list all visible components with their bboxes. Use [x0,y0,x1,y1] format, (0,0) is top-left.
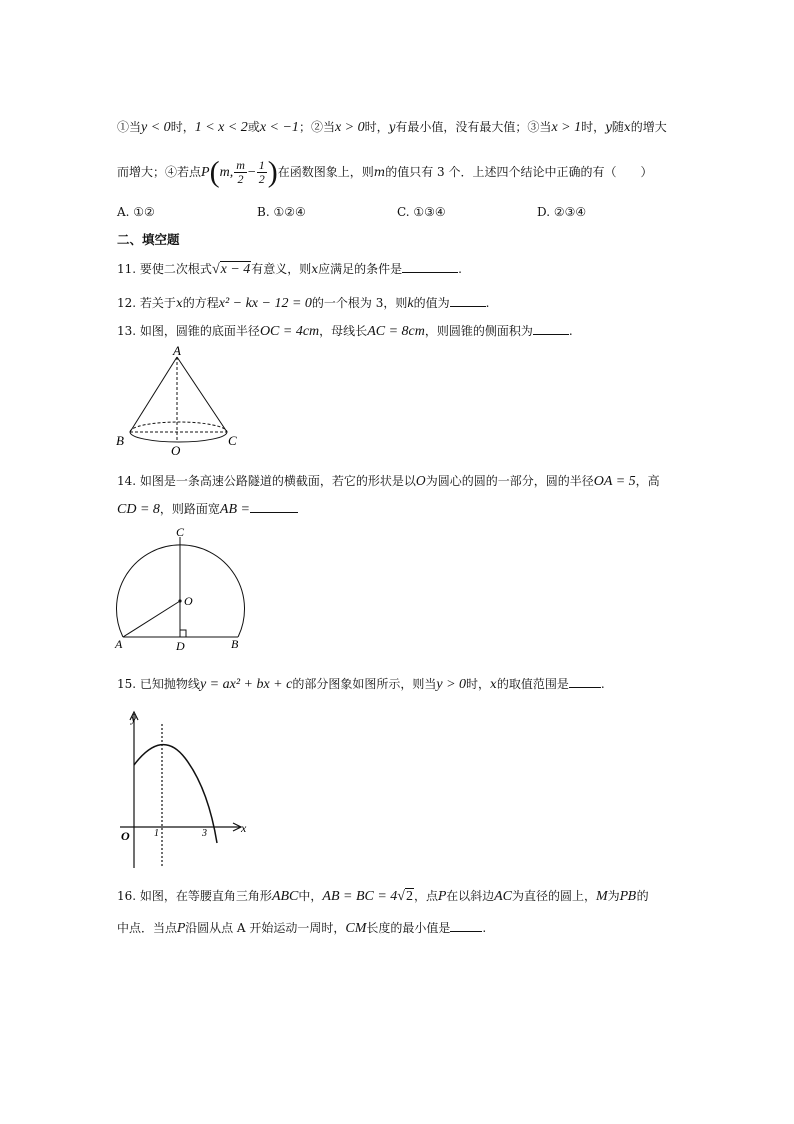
math: ABC [271,889,299,904]
label-y: y [131,711,137,725]
text: 在函数图象上，则 [277,165,374,179]
math: OA = 5 [593,474,636,489]
label-a: A [115,637,123,651]
text: 如图是一条高速公路隧道的横截面，若它的形状是以 [139,474,416,488]
option-a[interactable] [117,205,155,219]
label-o: O [171,443,181,458]
question-15 [117,675,605,693]
math: 1 < x < 2 [194,120,248,135]
text: 若关于 [139,296,176,310]
question-number: 12. [117,296,137,310]
text: . [458,262,462,276]
math: y [388,120,396,134]
text: 应满足的条件是 [318,262,403,276]
text: ，母线长 [319,324,368,338]
question-14-line2 [117,500,298,518]
label-c: C [176,525,185,539]
radicand: 2 [405,889,413,904]
question-12 [117,294,489,312]
math: PB [619,889,637,903]
center-point [178,599,181,602]
option-b[interactable] [257,205,306,219]
question-14-line1 [117,473,660,490]
equation: AB = BC = 4 [322,889,398,904]
text: 有意义，则 [251,262,312,276]
math: x < −1 [259,120,299,135]
sqrt-sign: √ [397,889,405,904]
text: 的值只有 3 个．上述四个结论中正确的有（ ） [385,165,653,179]
math: AC [494,889,512,904]
radius-oa [123,601,180,637]
text: 的增大 [630,120,667,134]
option-label: C. ①③④ [397,205,446,219]
label-origin: O [121,829,130,843]
answer-blank[interactable] [569,675,601,688]
text: 要使二次根式 [139,262,212,276]
math: P [201,165,210,180]
q10-line2 [117,155,652,190]
math: O [415,474,426,488]
math: x > 0 [334,120,365,135]
math: CD = 8 [117,502,160,517]
math: x [311,262,319,276]
fraction-1-over-2 [257,159,267,186]
text: 的方程 [182,296,219,310]
cone-edge-right [177,357,227,432]
section-title: 二、填空题 [117,232,180,247]
tunnel-figure [110,525,260,655]
text: ，高 [635,474,660,488]
tick-1: 1 [154,828,159,839]
text: 的一个根为 3，则 [311,296,408,310]
text: 在以斜边 [446,889,495,903]
radicand: x − 4 [220,262,251,277]
text: 的值为 [413,296,450,310]
text: . [600,677,605,691]
text: 或 [247,120,260,134]
math: M [596,889,608,904]
denominator: 2 [258,172,265,186]
math: x [175,296,183,310]
text: 时， [466,677,491,691]
text: 中， [298,889,323,903]
math: − [247,165,256,180]
label-b: B [116,433,124,448]
text: ，则圆锥的侧面积为 [424,324,533,338]
math: CM [345,921,367,936]
label-c: C [228,433,237,448]
text: 随 [611,120,624,134]
math: OC = 4cm [259,324,320,339]
answer-blank[interactable] [250,500,298,513]
text: 中点．当点 [117,921,178,935]
question-13 [117,322,573,340]
text: . [482,921,487,935]
text: ①当 [117,120,142,134]
text: 沿圆从点 A 开始运动一周时， [185,921,346,935]
question-16-line2 [117,919,486,937]
text: 已知抛物线 [139,677,200,691]
text: 时， [170,120,195,134]
cone-edge-left [130,357,177,432]
text: ，点 [413,889,438,903]
text: ，则路面宽 [159,502,220,516]
answer-blank[interactable] [450,919,482,932]
text: 如图，圆锥的底面半径 [139,324,260,338]
cone-base-front [130,432,227,442]
question-number: 16. [117,889,137,903]
numerator: 1 [258,158,265,172]
math: P [177,921,186,935]
math: x [623,120,631,134]
right-angle-mark [180,630,186,637]
text: 长度的最小值是 [366,921,451,935]
right-paren: ) [267,155,278,189]
label-o: O [184,594,193,608]
math: y < 0 [141,120,171,135]
denominator: 2 [237,172,244,186]
option-label: D. ②③④ [537,205,587,219]
math: P [438,889,447,903]
math: y > 0 [436,677,467,692]
label-d: D [176,639,185,653]
fraction-m-over-2 [234,159,247,186]
label-a: A [173,343,181,358]
left-paren: ( [209,155,220,189]
q10-line1 [117,119,667,136]
answer-blank[interactable] [533,322,569,335]
question-number: 13. [117,324,137,338]
option-d[interactable] [537,205,586,219]
text: 的取值范围是 [496,677,569,691]
cone-base-back [130,422,227,432]
text: 时， [364,120,389,134]
math: AC = 8cm [367,324,425,339]
text: 为直径的圆上， [511,889,596,903]
option-c[interactable] [397,205,446,219]
answer-blank[interactable] [450,294,486,307]
parabola-figure [115,708,250,873]
math: AB = [219,502,250,517]
text: 有最小值，没有最大值；③当 [395,120,552,134]
text: . [568,324,573,338]
text: 为 [607,889,620,903]
question-number: 11. [117,262,137,276]
label-x: x [241,821,247,835]
text: ；②当 [298,120,335,134]
text: . [485,296,490,310]
math: x [490,677,497,691]
question-number: 14. [117,474,137,488]
text: 而增大；④若点 [117,165,202,179]
math: m, [219,165,234,180]
question-16-line1 [117,888,649,905]
label-b: B [231,637,239,651]
equation: y = ax² + bx + c [199,677,293,692]
option-label: A. ①② [117,205,155,219]
math: x > 1 [551,120,582,135]
text: 的 [636,889,649,903]
tick-3: 3 [202,828,207,839]
math: y [605,120,612,134]
cone-figure [110,342,250,462]
numerator: m [236,158,245,172]
sqrt-sign: √ [211,262,220,277]
text: 时， [581,120,606,134]
text: 的部分图象如图所示，则当 [292,677,437,691]
math: m [373,165,386,179]
equation: x² − kx − 12 = 0 [218,296,312,311]
option-label: B. ①②④ [257,205,306,219]
math: k [407,296,414,311]
question-number: 15. [117,677,137,691]
answer-blank[interactable] [402,260,458,273]
text: 如图，在等腰直角三角形 [139,889,272,903]
question-11 [117,260,462,278]
text: 为圆心的圆的一部分，圆的半径 [425,474,594,488]
